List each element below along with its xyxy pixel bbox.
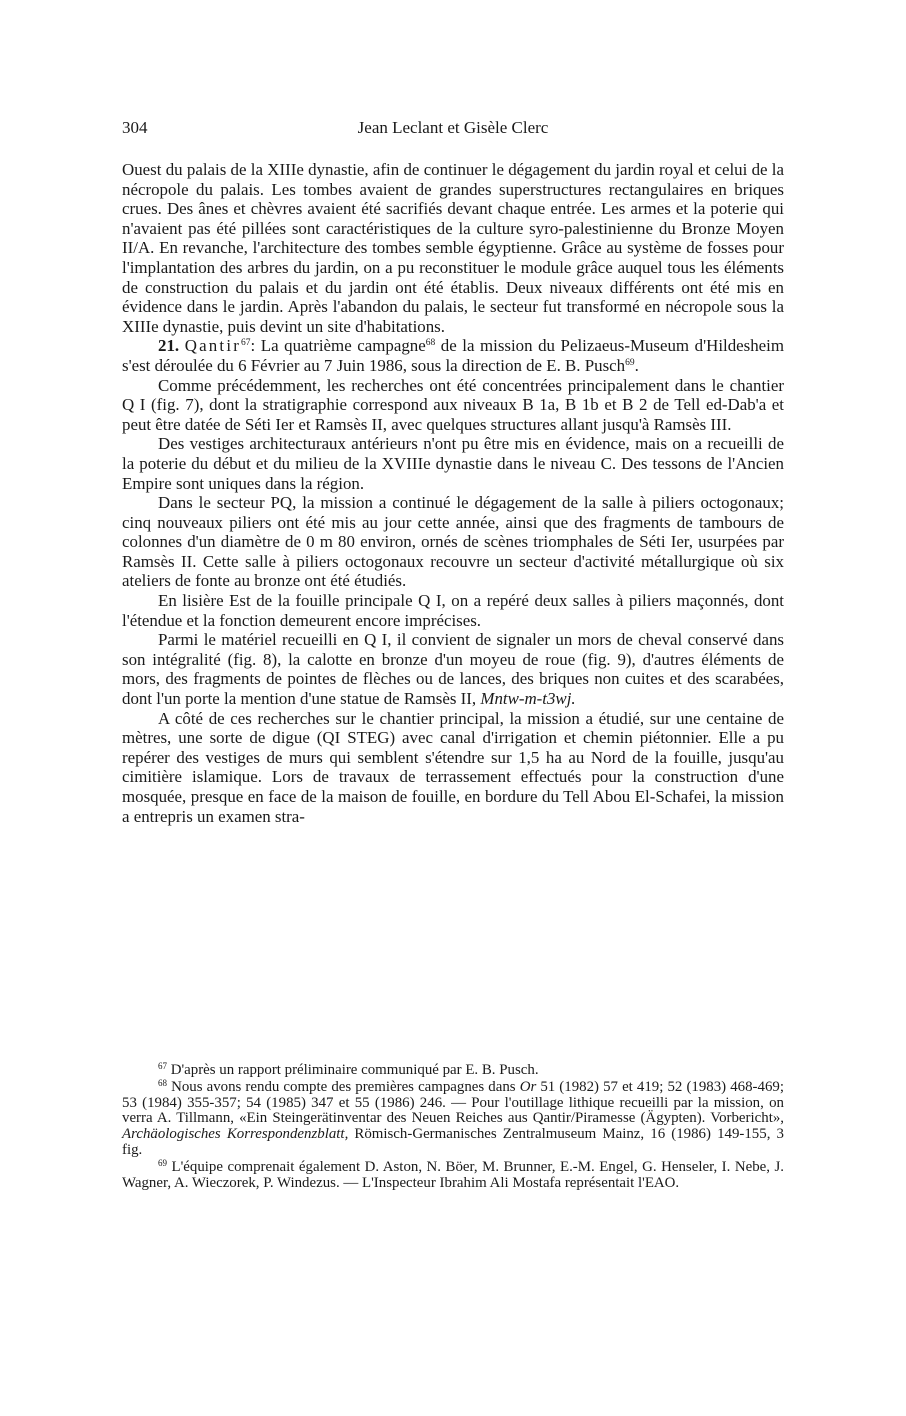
footnote-mark-68: 68	[158, 1077, 167, 1088]
footnotes	[122, 1063, 784, 1192]
paragraph-7-text: Parmi le matériel recueilli en Q I, il convient de signaler un mors de cheval conservé dans son intégralité (fig. 8), la calotte en bronze d'un moyeu de roue (fig. 9), d'autres éléments de mors, des fragments de pointes de flèches ou de lances, des briques non cuites et des scarabées, dont l'un porte la mention d'une statue de Ramsès II,	[122, 630, 784, 709]
paragraph-6: En lisière Est de la fouille principale Q I, on a repéré deux salles à piliers maçonnés, dont l'étendue et la fonction demeurent encore imprécises.	[122, 591, 784, 630]
page-number: 304	[122, 118, 148, 137]
paragraph-2	[122, 336, 784, 375]
footnote-mark-69: 69	[158, 1157, 167, 1168]
paragraph-2-text-b: de la mission du Pelizaeus-Museum d'Hildesheim s'est déroulée du 6 Février au 7 Juin 1986, sous la direction de E. B. Pusch	[122, 336, 784, 375]
paragraph-4: Des vestiges architecturaux antérieurs n'ont pu être mis en évidence, mais on a recueilli de la poterie du début et du milieu de la XVIIIe dynastie dans le niveau C. Des tessons de l'Ancien Empire sont uniques dans la région.	[122, 434, 784, 493]
footnote-68-text-b: 51 (1982) 57 et 419; 52 (1983) 468-469; 53 (1984) 355-357; 54 (1985) 347 et 55 (1986) 246. — Pour l'outillage lithique recueilli par la mission, on verra A. Tillmann, «Ein Steingerätinventar des Neuen Reiches aus Qantir/Piramesse (Ägypten). Vorbericht»,	[122, 1078, 784, 1127]
paragraph-8: A côté de ces recherches sur le chantier principal, la mission a étudié, sur une centaine de mètres, une sorte de digue (QI STEG) avec canal d'irrigation et chemin piétonnier. Elle a pu repérer des vestiges de murs qui semblent s'étendre sur 1,5 ha au Nord de la fouille, jusqu'au cimitière islamique. Lors de travaux de terrassement effectués pour la construction d'une mosquée, presque en face de la maison de fouille, en bordure du Tell Abou El-Schafei, la mission a entrepris un examen stra-	[122, 708, 784, 826]
paragraph-2-text-c: .	[634, 355, 639, 375]
footnote-68	[122, 1077, 784, 1159]
place-name: Qantir	[184, 336, 242, 356]
paragraph-7	[122, 630, 784, 708]
paragraph-1: Ouest du palais de la XIIIe dynastie, afin de continuer le dégagement du jardin royal et celui de la nécropole du palais. Les tombes avaient de grandes superstructures rectangulaires en briques crues. Des ânes et chèvres avaient été sacrifiés devant chaque entrée. Les armes et la poterie qui n'avaient pas été pillées sont caractéristiques de la culture syro-palestinienne du Bronze Moyen II/A. En revanche, l'architecture des tombes semble égyptienne. Grâce au système de fosses pour l'implantation des arbres du jardin, on a pu reconstituer le module grâce auquel tous les éléments de construction du palais et du jardin ont été établis. Deux niveaux différents ont été mis en évidence dans le jardin. Après l'abandon du palais, le secteur fut transformé en nécropole sous la XIIIe dynastie, puis devint un site d'habitations.	[122, 160, 784, 336]
main-text	[122, 160, 784, 826]
footnote-ref-67[interactable]: 67	[241, 338, 251, 349]
journal-title: Archäologisches Korrespondenzblatt,	[122, 1126, 349, 1143]
footnote-68-text-a: Nous avons rendu compte des premières campagnes dans	[167, 1078, 520, 1095]
footnote-69-text: L'équipe comprenait également D. Aston, N. Böer, M. Brunner, E.-M. Engel, G. Henseler, I. Nebe, J. Wagner, A. Wieczorek, P. Windezus. — L'Inspecteur Ibrahim Ali Mostafa représentait l'EAO.	[122, 1158, 784, 1191]
footnote-ref-69[interactable]: 69	[625, 357, 635, 368]
journal-abbrev: Or	[519, 1078, 537, 1095]
paragraph-2-text-a: : La quatrième campagne	[250, 336, 426, 356]
footnote-mark-67: 67	[158, 1061, 167, 1071]
footnote-68-text-c: Römisch-Germanisches Zentralmuseum Mainz, 16 (1986) 149-155, 3 fig.	[122, 1126, 784, 1158]
page-header	[122, 118, 784, 142]
paragraph-3: Comme précédemment, les recherches ont été concentrées principalement dans le chantier Q I (fig. 7), dont la stratigraphie correspond aux niveaux B 1a, B 1b et B 2 de Tell ed-Dab'a et peut être datée de Séti Ier et Ramsès II, avec quelques structures allant jusqu'à Ramsès III.	[122, 375, 784, 434]
footnote-ref-68[interactable]: 68	[425, 338, 436, 349]
footnote-69	[122, 1157, 784, 1192]
section-number: 21.	[158, 336, 180, 356]
paragraph-5: Dans le secteur PQ, la mission a continué le dégagement de la salle à piliers octogonaux; cinq nouveaux piliers ont été mis au jour cette année, ainsi que des fragments de tambours de colonnes d'un diamètre de 0 m 80 environ, ornés de scènes triomphales de Séti Ier, usurpées par Ramsès II. Cette salle à piliers octogonaux recouvre un secteur d'activité métallurgique où six ateliers de fonte au bronze ont été étudiés.	[122, 493, 784, 591]
statue-name: Mntw-m-t3wj.	[480, 689, 576, 709]
running-title: Jean Leclant et Gisèle Clerc	[357, 118, 549, 137]
footnote-67-text: D'après un rapport préliminaire communiqué par E. B. Pusch.	[167, 1062, 539, 1078]
footnote-67	[122, 1063, 784, 1079]
